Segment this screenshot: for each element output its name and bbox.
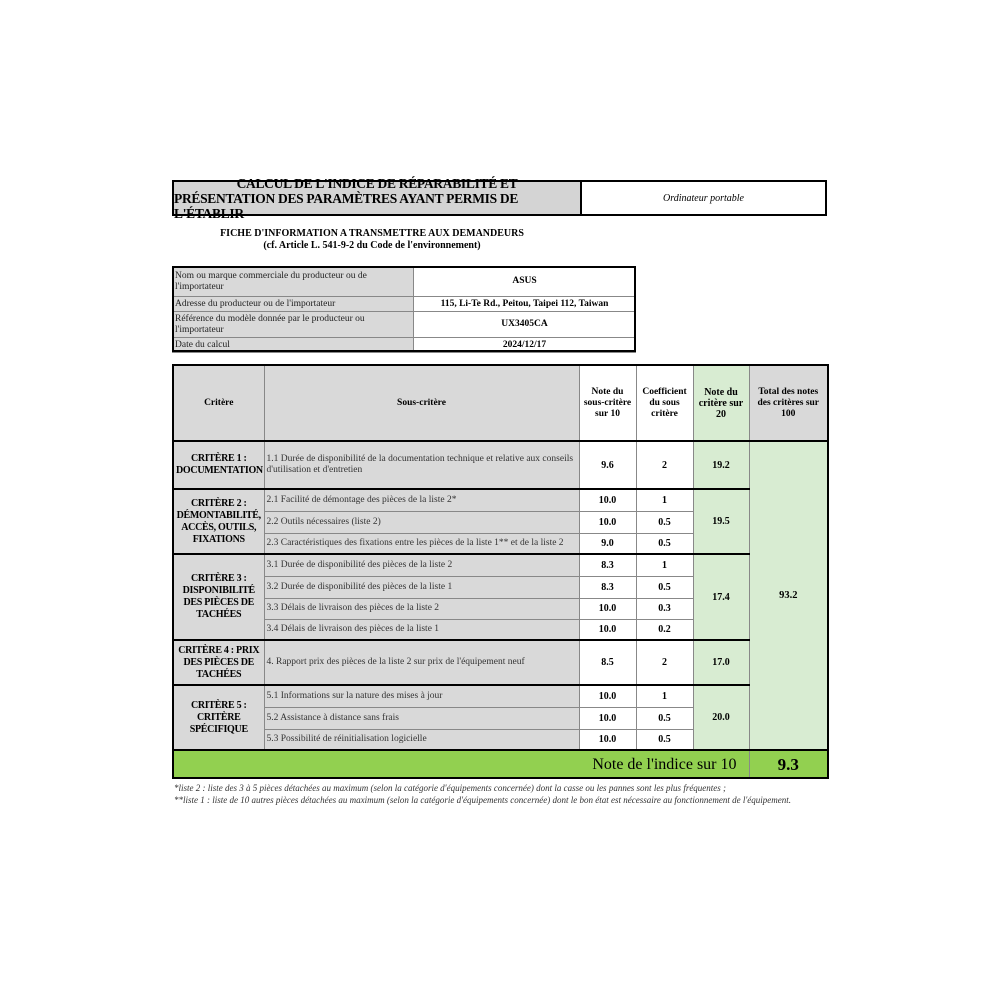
header-title-line2: PRÉSENTATION DES PARAMÈTRES AYANT PERMIS DE L'ÉTABLIR	[174, 190, 519, 221]
sous-critere-coef: 1	[636, 685, 693, 707]
total-score: 93.2	[749, 441, 828, 750]
subtitle	[172, 228, 572, 252]
critere-5-name: CRITÈRE 5 : CRITÈRE SPÉCIFIQUE	[173, 685, 264, 750]
header-sous-critere: Sous-critère	[264, 365, 579, 441]
sous-critere-coef: 0.2	[636, 619, 693, 640]
sous-critere-label: 5.1 Informations sur la nature des mises à jour	[264, 685, 579, 707]
sous-critere-label: 3.3 Délais de livraison des pièces de la liste 2	[264, 598, 579, 619]
critere-4-name: CRITÈRE 4 : PRIX DES PIÈCES DE TACHÉES	[173, 640, 264, 685]
sous-critere-note: 8.5	[579, 640, 636, 685]
header-box	[172, 175, 827, 221]
subtitle-line1: FICHE D'INFORMATION A TRANSMETTRE AUX DEMANDEURS	[220, 228, 524, 239]
sous-critere-label: 3.2 Durée de disponibilité des pièces de la liste 1	[264, 576, 579, 598]
sous-critere-label: 3.4 Délais de livraison des pièces de la liste 1	[264, 619, 579, 640]
sous-critere-note: 10.0	[579, 489, 636, 511]
sous-critere-label: 2.1 Facilité de démontage des pièces de la liste 2*	[264, 489, 579, 511]
info-value: 2024/12/17	[414, 338, 636, 353]
critere-2-name: CRITÈRE 2 : DÉMONTABILITÉ, ACCÈS, OUTILS, FIXATIONS	[173, 489, 264, 554]
sous-critere-label: 2.3 Caractéristiques des fixations entre les pièces de la liste 1** et de la liste 2	[264, 533, 579, 554]
info-value: UX3405CA	[414, 312, 636, 338]
critere-1-name: CRITÈRE 1 : DOCUMENTATION	[173, 441, 264, 489]
header-note-sous: Note du sous-critère sur 10	[579, 365, 636, 441]
sous-critere-coef: 0.5	[636, 533, 693, 554]
index-value: 9.3	[749, 750, 828, 778]
header-title-line1: CALCUL DE L'INDICE DE RÉPARABILITÉ ET	[236, 175, 518, 191]
sous-critere-note: 8.3	[579, 576, 636, 598]
footnotes	[174, 782, 834, 806]
info-label: Date du calcul	[173, 338, 414, 353]
sous-critere-note: 10.0	[579, 598, 636, 619]
footnote-liste-2: *liste 2 : liste des 3 à 5 pièces détachées au maximum (selon la catégorie d'équipements concernée) dont la casse ou les pannes sont les plus fréquentes ;	[174, 783, 727, 793]
header-critere: Critère	[173, 365, 264, 441]
header-note-crit: Note du critère sur 20	[693, 365, 749, 441]
sous-critere-note: 10.0	[579, 707, 636, 729]
critere-4-note: 17.0	[693, 640, 749, 685]
sous-critere-note: 10.0	[579, 619, 636, 640]
critere-5-note: 20.0	[693, 685, 749, 750]
sous-critere-coef: 2	[636, 441, 693, 489]
info-table	[172, 266, 636, 353]
sous-critere-label: 5.2 Assistance à distance sans frais	[264, 707, 579, 729]
header-category: Ordinateur portable	[662, 192, 744, 204]
header-title	[174, 175, 582, 221]
sous-critere-label: 2.2 Outils nécessaires (liste 2)	[264, 511, 579, 533]
info-label: Adresse du producteur ou de l'importateur	[173, 297, 414, 312]
critere-1-note: 19.2	[693, 441, 749, 489]
sous-critere-coef: 1	[636, 489, 693, 511]
critere-2-note: 19.5	[693, 489, 749, 554]
sous-critere-note: 8.3	[579, 554, 636, 576]
sous-critere-label: 5.3 Possibilité de réinitialisation logicielle	[264, 729, 579, 750]
sous-critere-coef: 2	[636, 640, 693, 685]
score-table	[172, 364, 829, 779]
sous-critere-coef: 1	[636, 554, 693, 576]
sous-critere-label: 3.1 Durée de disponibilité des pièces de la liste 2	[264, 554, 579, 576]
index-label: Note de l'indice sur 10	[173, 750, 749, 778]
info-label: Nom ou marque commerciale du producteur ou de l'importateur	[173, 267, 414, 297]
sous-critere-note: 10.0	[579, 729, 636, 750]
sous-critere-note: 10.0	[579, 511, 636, 533]
sous-critere-note: 9.0	[579, 533, 636, 554]
sous-critere-coef: 0.5	[636, 729, 693, 750]
subtitle-line2: (cf. Article L. 541-9-2 du Code de l'environnement)	[263, 240, 481, 251]
sous-critere-coef: 0.5	[636, 576, 693, 598]
critere-3-note: 17.4	[693, 554, 749, 640]
sous-critere-label: 1.1 Durée de disponibilité de la documentation technique et relative aux conseils d'utilisation et d'entretien	[264, 441, 579, 489]
sous-critere-label: 4. Rapport prix des pièces de la liste 2 sur prix de l'équipement neuf	[264, 640, 579, 685]
info-value: ASUS	[414, 267, 636, 297]
sous-critere-note: 10.0	[579, 685, 636, 707]
info-value: 115, Li-Te Rd., Peitou, Taipei 112, Taiwan	[414, 297, 636, 312]
footnote-liste-1: **liste 1 : liste de 10 autres pièces détachées au maximum (selon la catégorie d'équipements concernée) dont le bon état est nécessaire au fonctionnement de l'équipement.	[174, 795, 792, 805]
sous-critere-coef: 0.3	[636, 598, 693, 619]
sous-critere-note: 9.6	[579, 441, 636, 489]
sous-critere-coef: 0.5	[636, 707, 693, 729]
sous-critere-coef: 0.5	[636, 511, 693, 533]
info-label: Référence du modèle donnée par le producteur ou l'importateur	[173, 312, 414, 338]
critere-3-name: CRITÈRE 3 : DISPONIBILITÉ DES PIÈCES DE TACHÉES	[173, 554, 264, 640]
header-total: Total des notes des critères sur 100	[749, 365, 828, 441]
header-coef: Coefficient du sous critère	[636, 365, 693, 441]
